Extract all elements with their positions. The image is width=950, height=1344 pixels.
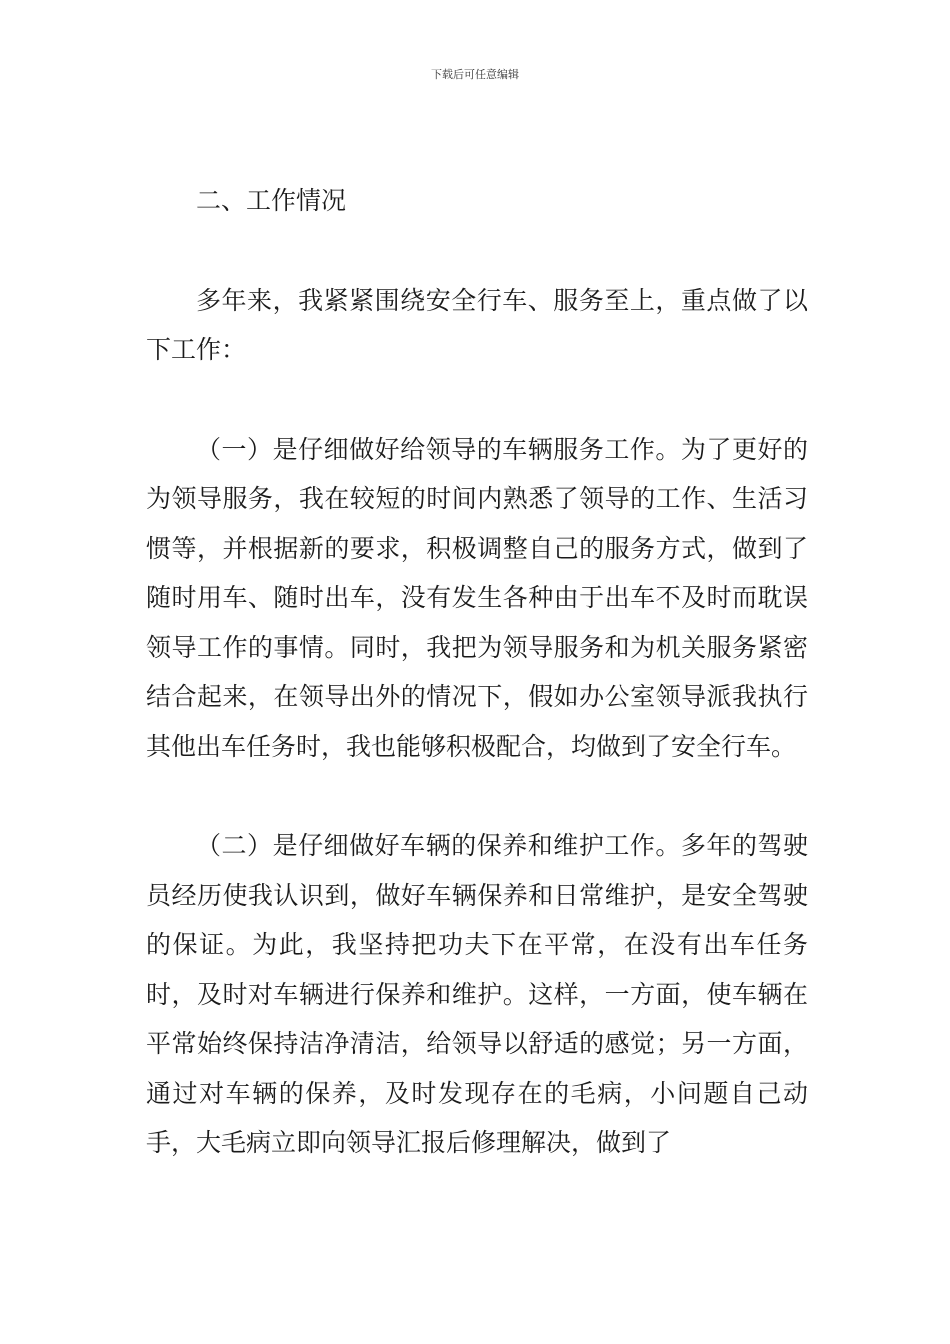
paragraph-item-1: （一）是仔细做好给领导的车辆服务工作。为了更好的为领导服务，我在较短的时间内熟悉了领导的工作、生活习惯等，并根据新的要求，积极调整自己的服务方式，做到了随时用车、随时出车，没有发生各种由于出车不及时而耽误领导工作的事情。同时，我把为领导服务和为机关服务紧密结合起来，在领导出外的情况下，假如办公室领导派我执行其他出车任务时，我也能够积极配合，均做到了安全行车。 xyxy=(146,434,808,761)
document-body xyxy=(146,176,808,1218)
section-heading: 二、工作情况 xyxy=(196,186,347,215)
paragraph-item-2: （二）是仔细做好车辆的保养和维护工作。多年的驾驶员经历使我认识到，做好车辆保养和日常维护，是安全驾驶的保证。为此，我坚持把功夫下在平常，在没有出车任务时，及时对车辆进行保养和维护。这样，一方面，使车辆在平常始终保持洁净清洁，给领导以舒适的感觉；另一方面，通过对车辆的保养，及时发现存在的毛病，小问题自己动手，大毛病立即向领导汇报后修理解决，做到了 xyxy=(146,831,808,1157)
header-note: 下载后可任意编辑 xyxy=(431,68,519,81)
paragraph-intro: 多年来，我紧紧围绕安全行车、服务至上，重点做了以下工作： xyxy=(146,285,808,364)
